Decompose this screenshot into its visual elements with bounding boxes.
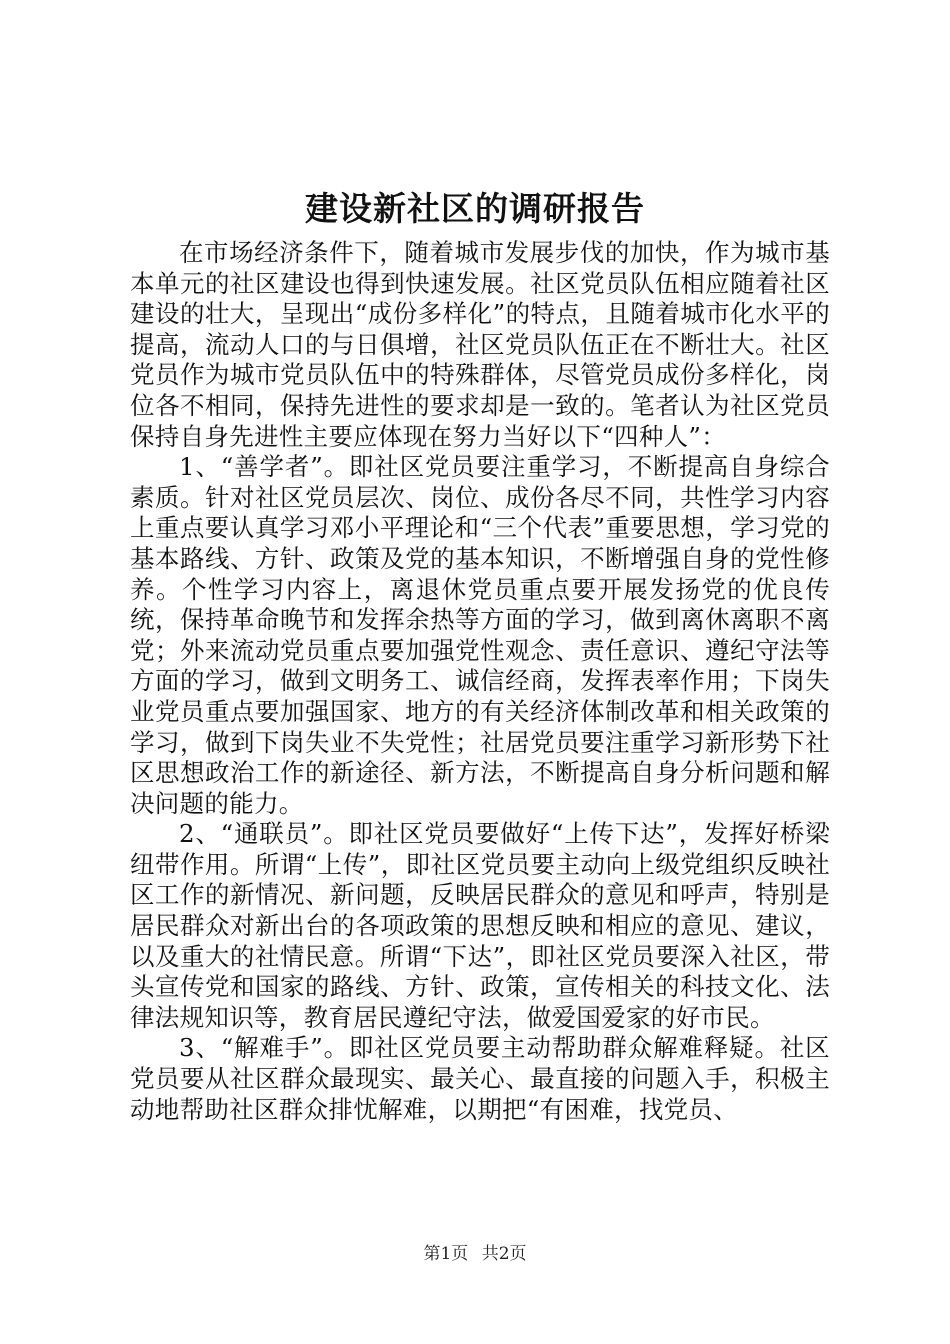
document-title: 建设新社区的调研报告 xyxy=(305,189,645,228)
page-number-current: 第1页 xyxy=(423,1244,469,1264)
section-3-paragraph: 3、“解难手”。即社区党员要主动帮助群众解难释疑。社区党员要从社区群众最现实、最关心、最直接的问题入手，积极主动地帮助社区群众排忧解难，以期把“有困难，找党员、 xyxy=(130,1033,830,1124)
intro-paragraph: 在市场经济条件下，随着城市发展步伐的加快，作为城市基本单元的社区建设也得到快速发展。社区党员队伍相应随着社区建设的壮大，呈现出“成份多样化”的特点，且随着城市化水平的提高，流动人口的与日俱增，社区党员队伍正在不断壮大。社区党员作为城市党员队伍中的特殊群体，尽管党员成份多样化，岗位各不相同，保持先进性的要求却是一致的。笔者认为社区党员保持自身先进性主要应体现在努力当好以下“四种人”： xyxy=(130,238,830,451)
page-footer xyxy=(0,1243,950,1265)
document-body xyxy=(130,238,830,1125)
page-number-total: 共2页 xyxy=(481,1244,527,1264)
section-1-paragraph: 1、“善学者”。即社区党员要注重学习，不断提高自身综合素质。针对社区党员层次、岗位、成份各尽不同，共性学习内容上重点要认真学习邓小平理论和“三个代表”重要思想，学习党的基本路线、方针、政策及党的基本知识，不断增强自身的党性修养。个性学习内容上，离退休党员重点要开展发扬党的优良传统，保持革命晚节和发挥余热等方面的学习，做到离休离职不离党；外来流动党员重点要加强党性观念、责任意识、遵纪守法等方面的学习，做到文明务工、诚信经商，发挥表率作用；下岗失业党员重点要加强国家、地方的有关经济体制改革和相关政策的学习，做到下岗失业不失党性；社居党员要注重学习新形势下社区思想政治工作的新途径、新方法，不断提高自身分析问题和解决问题的能力。 xyxy=(130,452,830,818)
section-2-paragraph: 2、“通联员”。即社区党员要做好“上传下达”，发挥好桥梁纽带作用。所谓“上传”，即社区党员要主动向上级党组织反映社区工作的新情况、新问题，反映居民群众的意见和呼声，特别是居民群众对新出台的各项政策的思想反映和相应的意见、建议，以及重大的社情民意。所谓“下达”，即社区党员要深入社区，带头宣传党和国家的路线、方针、政策，宣传相关的科技文化、法律法规知识等，教育居民遵纪守法，做爱国爱家的好市民。 xyxy=(130,819,830,1032)
